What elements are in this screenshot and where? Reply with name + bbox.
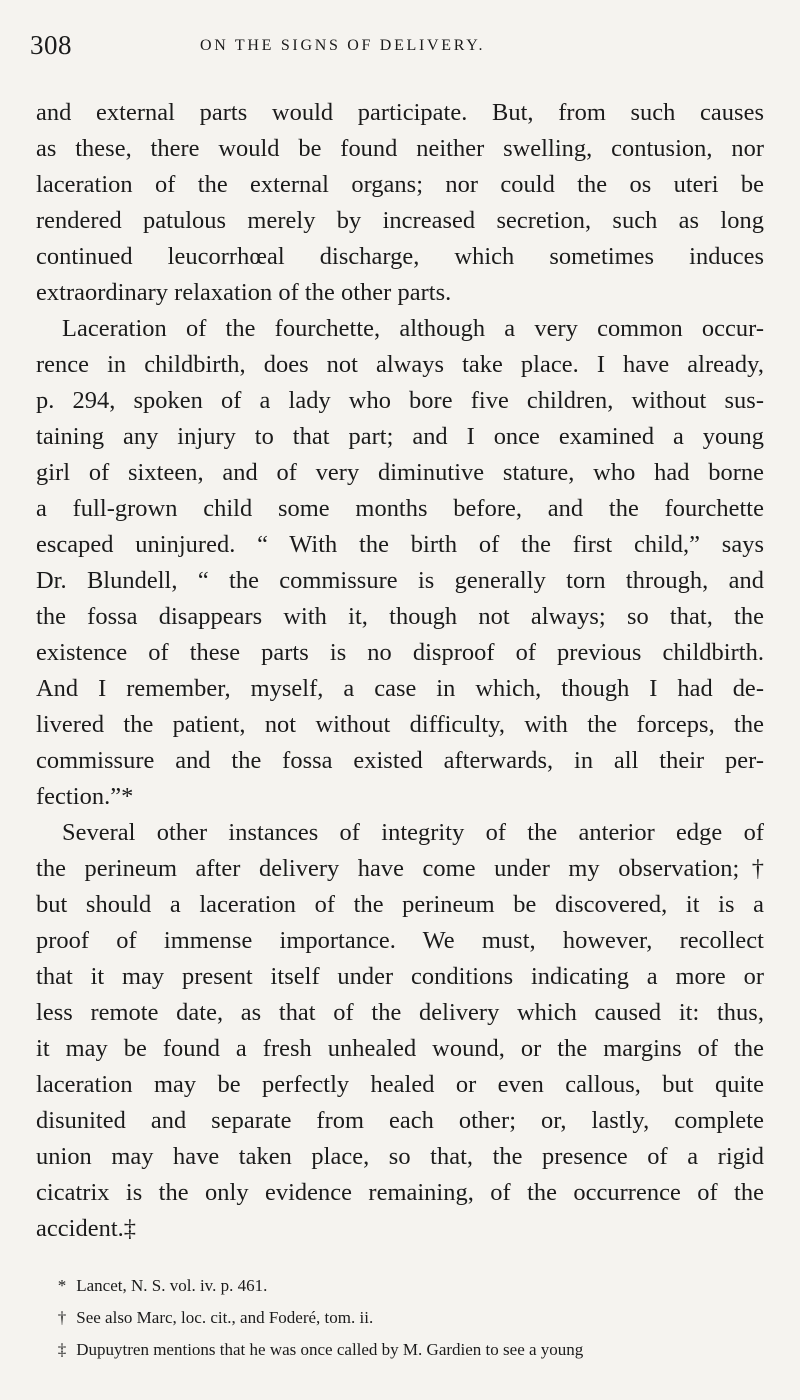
text-line: proof of immense importance. We must, however, recollect [36, 927, 764, 954]
text-line: laceration may be perfectly healed or even callous, but quite [36, 1071, 764, 1098]
page-number: 308 [30, 30, 72, 60]
text-line: a full-grown child some months before, and the fourchette [36, 495, 764, 522]
footnote-marker: † [57, 1308, 67, 1327]
footnote-text: Lancet, N. S. vol. iv. p. 461. [76, 1276, 268, 1295]
footnote-2 [36, 1302, 766, 1334]
text-line: disunited and separate from each other; or, lastly, complete [36, 1107, 764, 1134]
text-line: extraordinary relaxation of the other parts. [36, 279, 452, 306]
text-line: cicatrix is the only evidence remaining, of the occurrence of the [36, 1179, 764, 1206]
text-line: laceration of the external organs; nor could the os uteri be [36, 171, 764, 198]
paragraph-1 [36, 95, 764, 311]
text-line: existence of these parts is no disproof of previous childbirth. [36, 639, 764, 666]
text-line: continued leucorrhœal discharge, which sometimes induces [36, 243, 764, 270]
text-line: but should a laceration of the perineum be discovered, it is a [36, 891, 764, 918]
text-line: union may have taken place, so that, the presence of a rigid [36, 1143, 764, 1170]
text-line: Dr. Blundell, “ the commissure is generally torn through, and [36, 567, 764, 594]
text-line: less remote date, as that of the delivery which caused it: thus, [36, 999, 764, 1026]
page-header [30, 30, 762, 66]
footnote-3 [36, 1334, 766, 1366]
footnote-text: See also Marc, loc. cit., and Foderé, tom. ii. [76, 1308, 374, 1327]
text-line: it may be found a fresh unhealed wound, or the margins of the [36, 1035, 764, 1062]
text-line: accident.‡ [36, 1215, 137, 1242]
running-head: ON THE SIGNS OF DELIVERY. [200, 37, 486, 54]
paragraph-2 [36, 311, 764, 815]
text-line: taining any injury to that part; and I once examined a young [36, 423, 764, 450]
footnote-text: Dupuytren mentions that he was once called by M. Gardien to see a young [76, 1340, 584, 1359]
text-line: Several other instances of integrity of the anterior edge of [62, 819, 764, 846]
text-line: commissure and the fossa existed afterwards, in all their per- [36, 747, 764, 774]
paragraph-3 [36, 815, 764, 1247]
text-line: rence in childbirth, does not always take place. I have already, [36, 351, 764, 378]
text-line: p. 294, spoken of a lady who bore five children, without sus- [36, 387, 764, 414]
text-line: girl of sixteen, and of very diminutive stature, who had borne [36, 459, 764, 486]
footnotes [36, 1270, 766, 1366]
text-line: Laceration of the fourchette, although a very common occur- [62, 315, 764, 342]
text-line: the perineum after delivery have come under my observation;† [36, 855, 764, 882]
text-line: livered the patient, not without difficulty, with the forceps, the [36, 711, 764, 738]
text-line: escaped uninjured. “ With the birth of the first child,” says [36, 531, 764, 558]
text-line: and external parts would participate. But, from such causes [36, 99, 764, 126]
text-line: the fossa disappears with it, though not always; so that, the [36, 603, 764, 630]
text-line: that it may present itself under conditions indicating a more or [36, 963, 764, 990]
text-line: rendered patulous merely by increased secretion, such as long [36, 207, 764, 234]
main-text [36, 95, 764, 1247]
text-line: as these, there would be found neither swelling, contusion, nor [36, 135, 764, 162]
text-line: And I remember, myself, a case in which, though I had de- [36, 675, 764, 702]
footnote-marker: ‡ [57, 1340, 67, 1359]
text-line: fection.”* [36, 783, 134, 810]
footnote-1 [36, 1270, 766, 1302]
footnote-marker: * [57, 1276, 67, 1295]
